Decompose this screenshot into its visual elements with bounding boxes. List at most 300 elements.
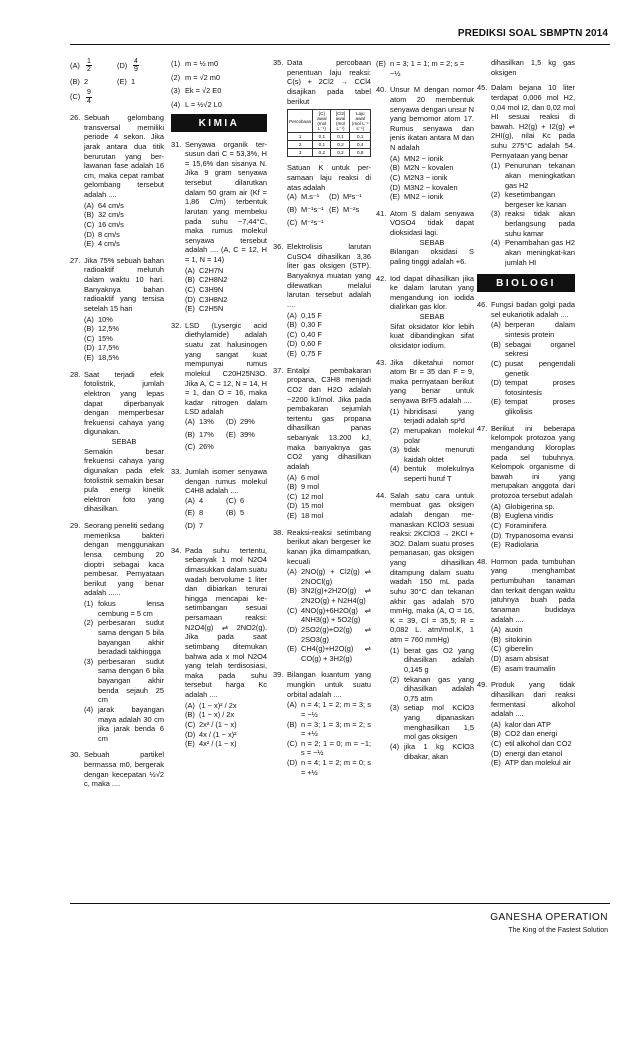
question-option [287,349,371,359]
option-label: (B) [491,511,501,521]
question-option [287,473,371,483]
option-label: (C) [70,92,81,102]
grid-option [185,430,226,440]
footer-brand: GANESHA OPERATION [490,912,608,923]
option-text: 4x² / (1 − x) [199,739,237,749]
question-number: 41. [376,208,387,218]
continued-options [376,59,474,78]
option-text: 39% [240,429,255,439]
question-option [390,426,474,445]
option-label: (B) [287,204,297,214]
option-grid [287,192,371,227]
option-text: 4NO(g)+6H2O(g) ⇌ 4NH3(g) + 5O2(g) [301,605,371,625]
option-text: 6 mol [301,472,320,482]
option-text: n = 2; 1 = 0; m = −1; s = −½ [301,738,371,758]
question-option [491,190,575,209]
question-option [491,625,575,635]
formula [171,59,267,69]
table-cell: 0,4 [350,141,371,149]
continued-text: dihasilkan 1,5 kg gas oksigen [491,58,575,77]
option-label: (E) [329,204,339,214]
question-option [491,729,575,739]
option-text: perbesaran sudut sama dengan 6 bila bayangan akhir benda sejauh 25 cm [98,656,164,705]
option-label: (E) [84,353,94,362]
question-option [287,644,371,663]
question-34 [171,546,267,749]
question-45 [477,83,575,267]
question-option [390,407,474,426]
numerator: 9 [87,89,91,97]
question-33 [171,467,267,539]
denominator: 2 [87,66,91,74]
option-text: C2H8N2 [199,275,228,285]
option-label: (3) [171,86,181,96]
option-text: pusat pengendali genetik [505,358,575,378]
question-options [390,407,474,484]
question-option [185,295,267,305]
question-option [390,703,474,742]
option-text: 0,40 F [301,329,322,339]
option-label: (C) [287,491,298,501]
formula-list [171,59,267,110]
option-text: M2N3 − ionik [404,172,448,182]
option-label: (E) [491,758,501,768]
question-option [390,445,474,464]
option-text: sitokinin [505,634,532,644]
option-label: (D) [287,624,298,634]
option-text: kesetimbangan bergeser ke kanan [505,190,567,209]
table-cell: 0,2 [313,149,331,157]
option-label: (A) [491,501,501,511]
option-label: (2) [491,190,501,200]
option-label: (1) [171,59,181,68]
option-label: (E) [376,59,386,68]
option-text: energi dan etanol [505,748,563,758]
table-cell: 0,2 [331,149,350,157]
option-text: 0,75 F [301,349,322,359]
option-text: 16 cm/s [98,219,124,229]
option-text: CO2 dan energi [505,729,558,739]
formula-text: L = ½√2 L0 [185,99,222,109]
question-option [491,720,575,730]
question-option [84,239,164,249]
question-option [390,675,474,704]
question-body [491,83,575,267]
option-label: (C) [185,719,196,729]
option-text: Foraminifera [505,520,547,530]
question-option [491,739,575,749]
question-option [287,700,371,719]
question-option [390,646,474,675]
question-option [491,540,575,550]
option-label: (B) [84,210,94,220]
option-text: 3N2(g)+2H2O(g) ⇌ 2N2O(g) + N2H4(g) [301,586,371,606]
question-body [185,546,267,749]
question-42 [376,274,474,351]
table-cell: 0,1 [331,133,350,141]
question-31 [171,140,267,314]
sebab-label: SEBAB [419,237,445,247]
option-text: auxin [505,625,523,635]
question-option [287,492,371,502]
question-option [84,315,164,325]
section-badge-biologi: BIOLOGI [477,274,575,292]
formula-text: m = √2 m0 [185,72,221,82]
question-option [390,742,474,761]
question-text: Jumlah isomer senyawa dengan rumus molekul C4H8 adalah .... [185,466,267,496]
question-continuation: Sifat oksidator klor lebih kuat dibandingkan sifat oksidator iodium. [390,321,474,350]
option-label: (4) [390,464,400,474]
question-text: Seorang peneliti sedang memeriksa bakteri dengan menggunakan lensa cembung 20 dioptri sebagai kaca pembesar. Pernyataan berikut yang benar adalah ...... [84,521,164,598]
question-35 [273,58,371,235]
question-option [185,266,267,276]
option-label: (C) [84,219,95,229]
question-body [287,528,371,664]
question-text: Atom S dalam senyawa VOSO4 tidak dapat dioksidasi lagi. [390,208,474,237]
option-label: (2) [390,425,400,435]
question-text: LSD (Lysergic acid diethylamide) adalah suatu zat halusinogen yang sangat kuat mempunyai rumus molekul C20H25N3O. Jika A, C = 12, N = 14, H = 1, dan O = 16, maka kadar nitrogen dalam LSD adalah [185,320,267,417]
option-label: (B) [185,275,195,285]
question-body [390,358,474,484]
option-text: M3N2 − kovalen [404,182,458,192]
question-continuation: Semakin besar frekuensi cahaya yang digunakan pada efek fotolistrik semakin besar pula energi kinetik elektron foto yang dihasilkan. [84,446,164,514]
option-label: (4) [84,704,94,714]
option-label: (D) [329,192,340,202]
option-label: (1) [390,406,400,416]
table-cell: 0,1 [313,141,331,149]
question-option [287,339,371,349]
question-option [491,635,575,645]
option-label: (1) [84,599,94,608]
option-text: 8 cm/s [98,229,120,239]
option-text: 0,30 F [301,320,322,330]
option-grid [185,417,267,452]
question-body [491,300,575,417]
question-options [287,311,371,359]
option-label: (4) [390,741,400,751]
option-label: (B) [70,76,80,86]
option-label: (4) [171,99,181,109]
question-body [84,113,164,249]
option-text: perbesaran sudut sama dengan 5 bila bayangan akhir beradadi takhingga [98,618,164,657]
question-option [84,334,164,344]
question-option [84,210,164,220]
column-3 [273,58,371,898]
question-options [84,599,164,743]
option-label: (B) [185,710,195,720]
option-text: Globigerina sp. [505,501,555,511]
option-label: (A) [84,200,94,210]
question-body [185,140,267,314]
option-text: 5 [240,508,245,518]
grid-option [226,430,267,440]
question-48 [477,557,575,674]
option-label: (C) [491,358,502,368]
question-options [491,720,575,768]
option-label: (D) [491,530,502,540]
question-number: 28. [70,369,81,379]
option-text: n = 4; 1 = 2; m = 0; s = +½ [301,758,371,777]
option-label: (C) [491,520,502,530]
question-39 [273,670,371,777]
question-option [491,378,575,397]
grid-option [226,508,267,518]
option-label: (A) [390,153,400,163]
question-text: Iod dapat dihasilkan jika ke dalam larutan yang mengandung ion iodida dialirkan gas klor. [390,273,474,312]
question-option [84,343,164,353]
question-body [84,521,164,743]
question-option [491,238,575,267]
question-option [185,739,267,749]
option-text: 13% [199,417,214,426]
question-option [287,482,371,492]
question-body [390,85,474,202]
option-text: C2H7N [199,265,224,275]
option-label: (B) [287,320,297,330]
option-text: C3H9N [199,284,224,294]
option-label: (D) [185,729,196,739]
option-text: CH4(g)+H2O(g) ⇌ CO(g) + 3H2(g) [301,644,371,663]
question-option [491,758,575,768]
question-option [390,464,474,483]
option-label: (E) [287,349,297,359]
option-label: (2) [171,72,181,82]
grid-option [287,205,329,215]
question-number: 45. [477,83,488,93]
formula [171,86,267,96]
question-43 [376,358,474,484]
question-number: 49. [477,680,488,690]
option-label: (B) [491,729,501,739]
table-header-row [288,110,371,133]
question-options [287,473,371,521]
question-option [491,654,575,664]
question-options [287,700,371,777]
question-option [491,664,575,674]
option-text: berat gas O2 yang dihasilkan adalah 0,145 g [404,645,474,674]
option-label: (1) [491,161,501,171]
table-row [288,149,371,157]
table-cell: 1 [288,133,313,141]
option-grid [185,496,267,531]
question-option [491,502,575,512]
question-36 [273,242,371,359]
top-option [70,58,117,74]
grid-option [185,521,226,531]
question-number: 35. [273,58,284,67]
question-text: Saat terjadi efek fotolistrik, jumlah elektron yang lepas dapat diperbanyak dengan memperbesar frekuensi cahaya yang digunakan. [84,369,164,437]
question-option [185,710,267,720]
column-1 [70,58,164,898]
option-text: bentuk molekulnya seperti huruf T [404,464,474,483]
option-text: 0,15 F [301,310,322,320]
table-cell: 0,1 [313,133,331,141]
question-number: 29. [70,521,81,530]
option-label: (E) [185,739,195,749]
option-label: (C) [185,442,196,452]
option-label: (4) [491,238,501,248]
question-option [185,720,267,730]
question-option [84,220,164,230]
section-badge-kimia: KIMIA [171,114,267,132]
option-label: (3) [390,703,400,713]
formula-text: m = ½ m0 [185,59,219,68]
question-options [185,266,267,314]
question-option [287,739,371,758]
option-label: (B) [287,719,297,729]
option-label: (B) [491,339,501,349]
question-option [287,311,371,321]
question-option [390,183,474,193]
question-options [84,315,164,363]
option-label: (E) [185,304,195,314]
option-label: (1) [390,645,400,655]
option-text: hibridisasi yang terjadi adalah sp³d [404,406,474,426]
option-text: 2x² / (1 − x) [199,719,237,729]
question-option [491,644,575,654]
footer-tagline: The King of the Fastest Solution [508,927,608,934]
grid-option [287,218,329,228]
option-label: (B) [491,634,501,644]
question-body [84,370,164,514]
question-number: 31. [171,139,182,149]
question-body [491,557,575,674]
question-option [491,749,575,759]
question-option [84,618,164,657]
question-body [84,256,164,363]
question-44 [376,491,474,762]
question-option [287,320,371,330]
question-option [185,701,267,711]
header-rule [70,44,610,45]
grid-option [329,192,371,202]
question-body [390,209,474,267]
option-label: (B) [185,429,195,439]
option-label: (A) [287,567,297,577]
question-body [390,274,474,351]
option-label: (A) [84,314,94,324]
page-title: PREDIKSI SOAL SBMPTN 2014 [457,28,608,39]
question-option [287,567,371,586]
option-text: Trypanosoma evansi [505,530,574,540]
option-text: Penambahan gas H2 akan meningkat-kan jumlah HI [505,238,575,267]
option-label: (C) [287,329,298,339]
question-29 [70,521,164,743]
option-label: (E) [491,540,501,550]
question-number: 34. [171,545,182,555]
grid-option [185,442,226,452]
option-text: C3H8N2 [199,294,228,304]
table-cell: 0,2 [331,141,350,149]
option-text: 7 [199,521,204,530]
option-text: n = 3; 1 = 1; m = 2; s = −½ [390,59,465,78]
top-option [70,77,117,87]
option-text: M⁻²s [343,204,360,214]
option-label: (A) [491,320,501,330]
question-number: 46. [477,300,488,310]
option-text: 64 cm/s [98,200,124,210]
question-option [390,163,474,173]
question-option [287,586,371,605]
option-text: tidak menuruti kaidah oktet [404,445,474,464]
option-label: (C) [491,739,502,748]
option-text: (1 − x)² / 2x [199,700,237,710]
question-body [287,670,371,777]
column-4 [376,58,474,898]
formula [171,100,267,110]
option-text: M⁻¹s⁻¹ [301,204,324,214]
option-text: 12,5% [98,324,119,334]
question-text: Sebuah gelombang transversal memiliki periode 4 sekon. Jika jarak antara dua titik berurutan yang ber-lawanan fase adalah 16 cm, maka cepat rambat gelombang tersebut adalah .... [84,113,164,199]
question-option [84,201,164,211]
option-text: Penurunan tekanan akan meningkatkan gas H2 [505,161,575,190]
option-label: (A) [287,192,297,202]
question-body [287,58,371,235]
question-options [491,320,575,416]
option-label: (3) [84,656,94,666]
option-label: (C) [287,738,298,748]
option-label: (D) [185,521,196,530]
formula [171,73,267,83]
option-label: (A) [491,719,501,729]
option-label: (3) [390,445,400,455]
question-number: 32. [171,320,182,330]
option-label: (E) [84,239,94,249]
option-label: (E) [185,508,195,518]
numerator: 4 [134,58,138,65]
table-header-cell: [C] awal (mol L⁻¹) [313,110,331,133]
question-number: 39. [273,670,284,680]
question-options [185,701,267,749]
option-text: tekanan gas yang dihasilkan adalah 0,75 atm [404,674,474,703]
option-text: 18 mol [301,511,324,521]
option-text: 8 [199,508,204,518]
question-option [491,359,575,378]
question-body [491,680,575,768]
option-text: 4 [199,495,204,505]
footer-rule [70,903,610,904]
denominator: 4 [87,97,91,105]
option-text: M²s⁻¹ [343,192,362,202]
option-text: sebagai organel sekresi [505,339,575,359]
question-number: 26. [70,113,81,122]
option-text: asam absisat [505,654,549,663]
question-option [185,730,267,740]
question-body [491,424,575,550]
question-text: Fungsi badan golgi pada sel eukariotik adalah .... [491,300,575,319]
option-label: (C) [185,284,196,294]
question-option [287,501,371,511]
question-option [491,340,575,359]
question-text: Dalam bejana 10 liter terdapat 0,006 mol H2, 0,04 mol I2, dan 0,02 mol HI sesuai reaksi di bawah. H2(g) + I2(g) ⇌ 2HI(g), nilai Kc pada suhu 275°C adalah 54. Pernyataan yang benar [491,83,575,160]
question-options [84,201,164,249]
option-text: Radiolaria [505,540,539,550]
table-cell: 0,1 [350,133,371,141]
question-text: Produk yang tidak dihasilkan dari reaksi fermentasi alkohol adalah .... [491,680,575,719]
question-number: 30. [70,750,81,760]
denominator: 9 [134,66,138,74]
option-text: M.s⁻¹ [301,192,320,202]
option-label: (D) [185,294,196,304]
question-body [390,491,474,762]
option-text: 4x / (1 − x)² [199,729,237,739]
option-text: 29% [240,417,255,426]
option-text: 15 mol [301,501,324,511]
option-label: (D) [287,339,298,349]
option-text: n = 4; 1 = 2; m = 3; s = −½ [301,700,371,719]
question-text: Senyawa organik ter-susun dari C = 53,3%, H = 15,6% dan sisanya N. Jika 9 gram senyawa tersebut dilarutkan dalam 50 gram air (Kf = 1,86 C/m) terbentuk larutan yang membeku pada suhu −7,44°C, maka rumus molekul senyawa tersebut adalah .... (A, C = 12, H = 1, N = 14) [185,139,267,264]
option-label: (D) [491,748,502,758]
